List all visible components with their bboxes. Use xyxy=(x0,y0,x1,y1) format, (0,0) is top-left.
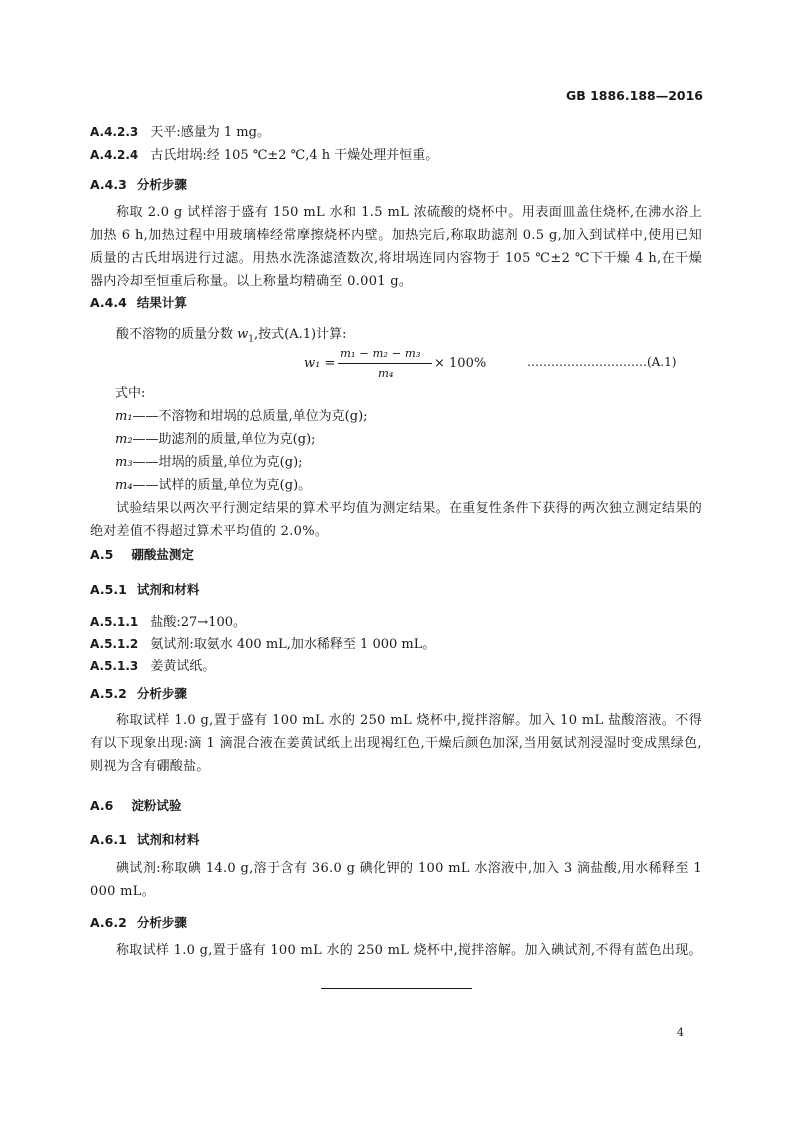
definition-symbol: m₁ xyxy=(115,409,133,424)
section-title: 硼酸盐测定 xyxy=(131,547,194,562)
intro-subscript: 1 xyxy=(248,334,255,345)
formula-tail: × 100% xyxy=(434,356,487,371)
section-title: 试剂和材料 xyxy=(136,582,200,597)
paragraph-a61: 碘试剂:称取碘 14.0 g,溶于含有 36.0 g 碘化钾的 100 mL 水溶液中,加入 3 滴盐酸,用水稀释至 1 000 mL。 xyxy=(90,861,702,899)
section-heading-a52 xyxy=(90,684,187,702)
formula-lhs: w₁ = xyxy=(304,356,336,371)
where-label: 式中: xyxy=(115,386,146,401)
page-number: 4 xyxy=(677,1026,684,1039)
section-number: A.4.3 xyxy=(90,177,127,192)
definition-text: ——助滤剂的质量,单位为克(g); xyxy=(132,432,316,447)
section-title: 分析步骤 xyxy=(136,686,187,701)
definition-symbol: m₃ xyxy=(115,455,133,470)
clause-a424 xyxy=(90,144,438,163)
fraction-bar xyxy=(338,363,432,364)
definition-text: ——坩埚的质量,单位为克(g); xyxy=(132,455,303,470)
intro-text: 酸不溶物的质量分数 xyxy=(116,327,238,342)
clause-number: A.5.1.3 xyxy=(90,659,139,673)
section-heading-a5 xyxy=(90,545,194,563)
section-heading-a61 xyxy=(90,830,199,848)
standard-number: GB 1886.188—2016 xyxy=(565,88,703,103)
clause-a423 xyxy=(90,121,270,140)
definition-text: ——试样的质量,单位为克(g)。 xyxy=(132,478,312,493)
formula-a1 xyxy=(300,346,500,386)
paragraph-a43: 称取 2.0 g 试样溶于盛有 150 mL 水和 1.5 mL 浓硫酸的烧杯中。用表面皿盖住烧杯,在沸水浴上加热 6 h,加热过程中用玻璃棒经常摩擦烧杯内壁。加热完后,称取助滤剂 0.5 g,加入到试样中,使用已知质量的古氏坩埚进行过滤。用热水洗涤滤渣数次,将坩埚连同内容物于 105 ℃±2 ℃下干燥 4 h,在干燥器内冷却至恒重后称量。以上称量均精确至 0.001 g。 xyxy=(90,205,702,289)
section-heading-a44 xyxy=(90,293,187,311)
section-number: A.6.1 xyxy=(90,832,127,847)
section-title: 分析步骤 xyxy=(136,177,187,192)
intro-variable: w xyxy=(237,327,249,342)
section-title: 分析步骤 xyxy=(136,915,187,930)
section-title: 试剂和材料 xyxy=(136,832,200,847)
definition-symbol: m₄ xyxy=(115,478,133,493)
formula-intro xyxy=(116,323,346,345)
clause-text: 天平:感量为 1 mg。 xyxy=(150,125,270,140)
section-title: 淀粉试验 xyxy=(131,798,182,813)
end-rule xyxy=(321,988,472,989)
definition-item xyxy=(115,474,311,493)
clause-number: A.5.1.2 xyxy=(90,637,139,651)
definition-item xyxy=(115,405,368,424)
section-heading-a43 xyxy=(90,175,187,193)
section-heading-a6 xyxy=(90,796,181,814)
clause-number: A.4.2.3 xyxy=(90,125,139,139)
section-heading-a62 xyxy=(90,913,187,931)
clause-number: A.4.2.4 xyxy=(90,148,139,162)
section-number: A.5.2 xyxy=(90,686,127,701)
definition-symbol: m₂ xyxy=(115,432,133,447)
section-heading-a51 xyxy=(90,580,199,598)
paragraph-result: 试验结果以两次平行测定结果的算术平均值为测定结果。在重复性条件下获得的两次独立测定结果的绝对差值不得超过算术平均值的 2.0%。 xyxy=(90,501,702,539)
clause-number: A.5.1.1 xyxy=(90,615,139,629)
definition-item xyxy=(115,451,303,470)
clause-text: 姜黄试纸。 xyxy=(150,659,216,674)
clause-a512 xyxy=(90,633,435,652)
clause-text: 氨试剂:取氨水 400 mL,加水稀释至 1 000 mL。 xyxy=(150,637,436,652)
equation-number: …………………………(A.1) xyxy=(527,355,677,369)
clause-a511 xyxy=(90,611,246,630)
clause-text: 古氏坩埚:经 105 ℃±2 ℃,4 h 干燥处理并恒重。 xyxy=(150,148,439,163)
section-number: A.5.1 xyxy=(90,582,127,597)
section-number: A.5 xyxy=(90,547,114,562)
clause-text: 盐酸:27→100。 xyxy=(150,615,247,630)
paragraph-a52: 称取试样 1.0 g,置于盛有 100 mL 水的 250 mL 烧杯中,搅拌溶解。加入 10 mL 盐酸溶液。不得有以下现象出现:滴 1 滴混合液在姜黄试纸上出现褐红色,干燥后颜色加深,当用氨试剂浸湿时变成黑绿色,则视为含有硼酸盐。 xyxy=(90,713,702,774)
section-number: A.6 xyxy=(90,798,114,813)
definition-text: ——不溶物和坩埚的总质量,单位为克(g); xyxy=(132,409,368,424)
formula-denominator: m₄ xyxy=(378,366,394,380)
definition-item xyxy=(115,428,316,447)
intro-text-end: ,按式(A.1)计算: xyxy=(254,327,347,342)
section-title: 结果计算 xyxy=(136,295,187,310)
paragraph-a62: 称取试样 1.0 g,置于盛有 100 mL 水的 250 mL 烧杯中,搅拌溶解。加入碘试剂,不得有蓝色出现。 xyxy=(116,943,702,958)
section-number: A.6.2 xyxy=(90,915,127,930)
clause-a513 xyxy=(90,655,215,674)
section-number: A.4.4 xyxy=(90,295,127,310)
formula-numerator: m₁ − m₂ − m₃ xyxy=(340,346,421,360)
